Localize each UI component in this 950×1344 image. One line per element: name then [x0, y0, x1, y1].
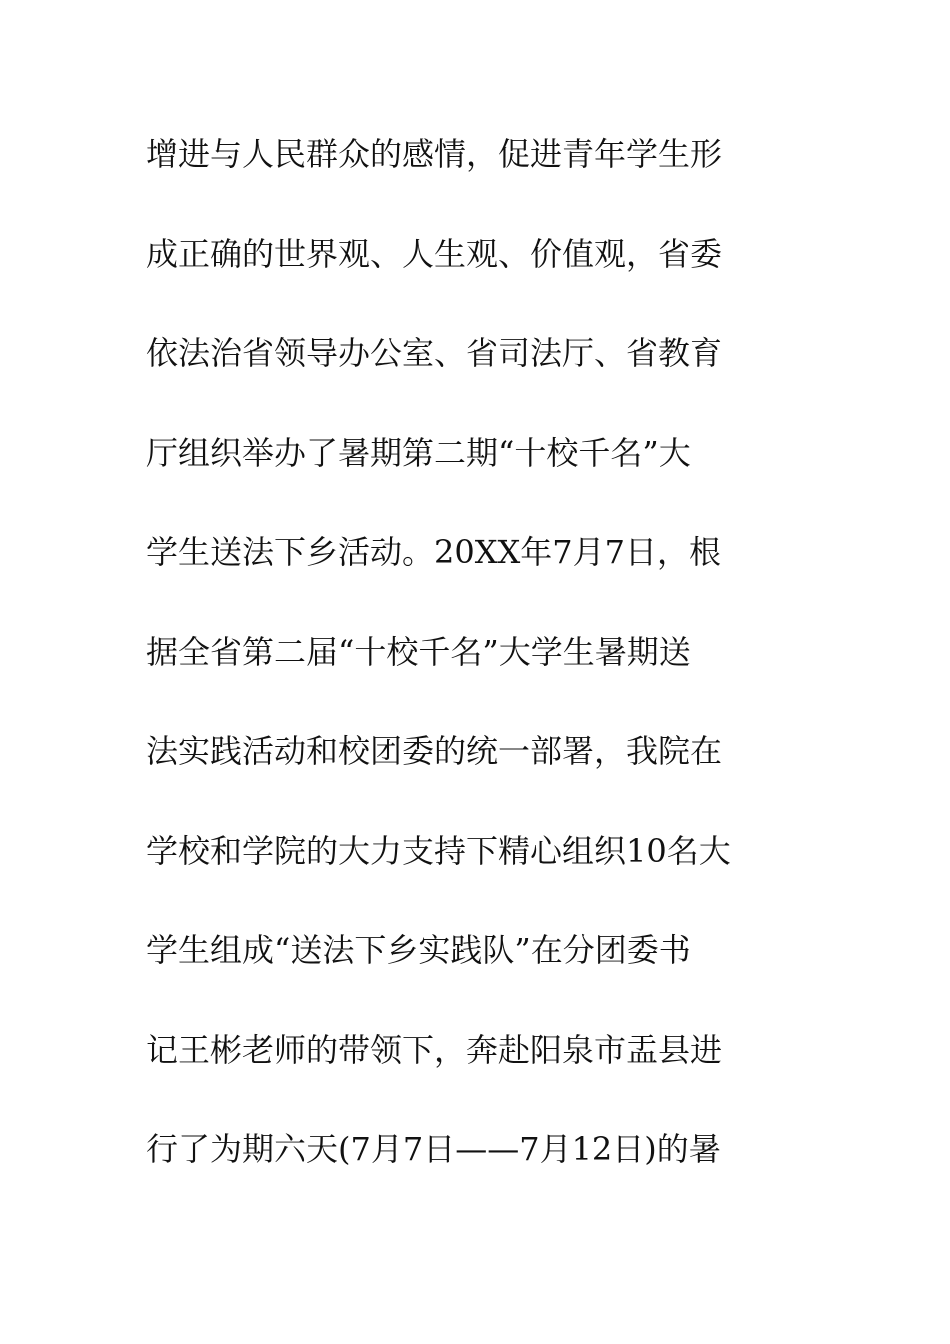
text-line: 记王彬老师的带领下，奔赴阳泉市盂县进: [146, 1030, 723, 1069]
text-line: 学校和学院的大力支持下精心组织10名大: [146, 831, 731, 870]
text-line: 据全省第二届“十校千名”大学生暑期送: [146, 632, 691, 671]
text-line: 增进与人民群众的感情，促进青年学生形: [146, 135, 723, 173]
text-line: 依法治省领导办公室、省司法厅、省教育: [146, 334, 723, 372]
text-line: 法实践活动和校团委的统一部署，我院在: [146, 732, 723, 770]
text-line: 学生送法下乡活动。20XX年7月7日，根: [146, 533, 722, 571]
text-line: 成正确的世界观、人生观、价值观，省委: [146, 234, 723, 273]
text-line: 学生组成“送法下乡实践队”在分团委书: [146, 931, 691, 969]
text-line: 行了为期六天(7月7日——7月12日)的暑: [146, 1130, 721, 1168]
text-line: 厅组织举办了暑期第二期“十校千名”大: [146, 433, 691, 472]
body-paragraph: [146, 128, 826, 1223]
